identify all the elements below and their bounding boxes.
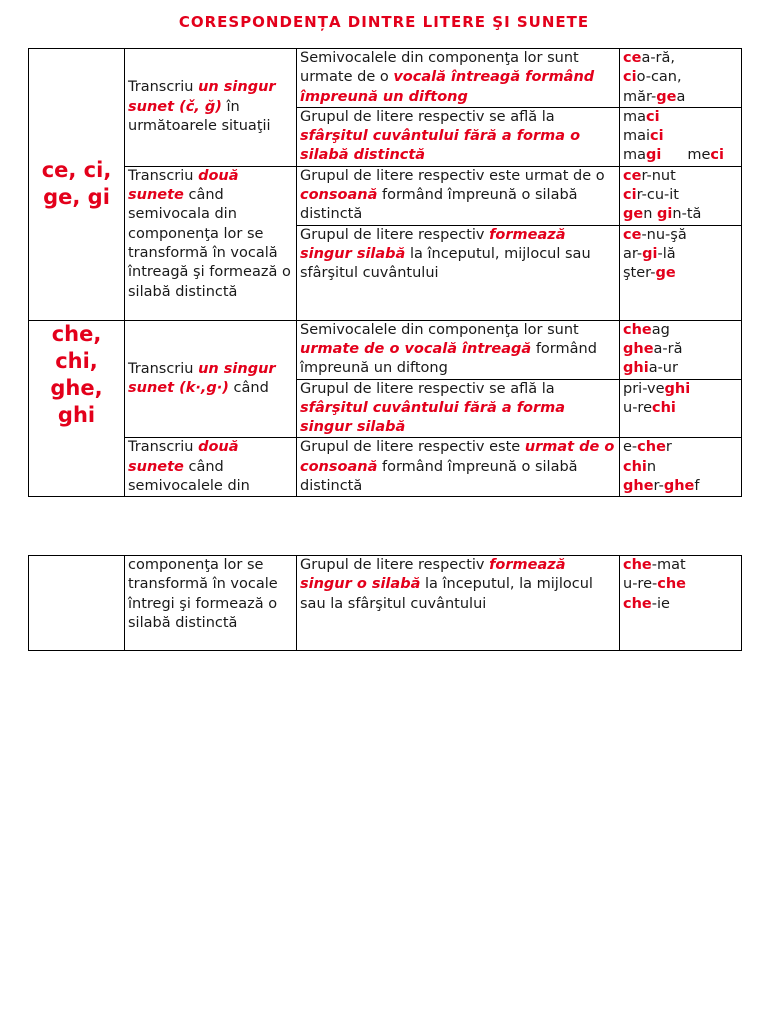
two-sounds-description-continued: componenţa lor se transformă în vocale întregi şi formează o silabă distinctă <box>125 556 297 651</box>
examples-cell <box>620 166 742 225</box>
example-word: che-mat <box>623 557 686 573</box>
examples-cell <box>620 49 742 108</box>
example-word: pri-veghi <box>623 380 691 397</box>
table-row <box>29 438 742 497</box>
example-word: maci <box>623 108 660 125</box>
example-word: u-re-che <box>623 576 686 593</box>
rule-description: Semivocalele din componenţa lor sunt urmate de o vocală întreagă formând împreună un diftong <box>297 320 620 379</box>
example-word: magi meci <box>623 147 724 164</box>
examples-cell <box>620 225 742 320</box>
examples-cell <box>620 556 742 651</box>
example-word: cheag <box>623 321 670 338</box>
correspondence-table-continued <box>28 555 742 651</box>
example-word: ghea-ră <box>623 340 683 357</box>
example-word: e-cher <box>623 439 672 456</box>
example-word: maici <box>623 128 664 145</box>
one-sound-description: Transcriu un singur sunet (č, ğ) în următoarele situaţii <box>125 49 297 167</box>
rule-description: Grupul de litere respectiv se află la sfârşitul cuvântului fără a forma o silabă distinctă <box>297 107 620 166</box>
example-word: cio-can, <box>623 69 682 86</box>
example-word: cea-ră, <box>623 50 676 66</box>
examples-cell <box>620 438 742 497</box>
example-word: ar-gi-lă <box>623 245 676 262</box>
example-word: chin <box>623 458 657 475</box>
rule-description: Grupul de litere respectiv se află la sfârşitul cuvântului fără a forma singur silabă <box>297 379 620 438</box>
two-sounds-description: Transcriu două sunete când semivocalele din <box>125 438 297 497</box>
table-row <box>29 166 742 225</box>
example-word: măr-gea <box>623 88 686 105</box>
table-row <box>29 320 742 379</box>
rule-description: Grupul de litere respectiv este urmat de o consoană formând împreună o silabă distinctă <box>297 166 620 225</box>
table-row <box>29 556 742 651</box>
correspondence-table <box>28 48 742 497</box>
example-word: şter-ge <box>623 265 676 282</box>
group-label-ce-ci-ge-gi: ce, ci, ge, gi <box>29 49 125 321</box>
example-word: gher-ghef <box>623 478 700 495</box>
example-word: ce-nu-şă <box>623 226 687 243</box>
rule-description: Semivocalele din componenţa lor sunt urmate de o vocală întreagă formând împreună un diftong <box>297 49 620 108</box>
example-word: cer-nut <box>623 167 676 184</box>
example-word: ghia-ur <box>623 360 678 377</box>
one-sound-description: Transcriu un singur sunet (k·,g·) când <box>125 320 297 438</box>
examples-cell <box>620 379 742 438</box>
empty-group-cell <box>29 556 125 651</box>
two-sounds-description: Transcriu două sunete când semivocala din componenţa lor se transformă în vocală întreagă şi formează o silabă distinctă <box>125 166 297 320</box>
example-word: gen gin-tă <box>623 206 702 223</box>
rule-description: Grupul de litere respectiv formează singur o silabă la începutul, la mijlocul sau la sfârşitul cuvântului <box>297 556 620 651</box>
group-label-che-chi-ghe-ghi: che, chi, ghe, ghi <box>29 320 125 497</box>
example-word: u-rechi <box>623 399 676 416</box>
page-title: CORESPONDENȚA DINTRE LITERE ŞI SUNETE <box>178 13 590 31</box>
examples-cell <box>620 107 742 166</box>
example-word: cir-cu-it <box>623 187 679 204</box>
examples-cell <box>620 320 742 379</box>
example-word: che-ie <box>623 595 670 612</box>
rule-description: Grupul de litere respectiv este urmat de o consoană formând împreună o silabă distinctă <box>297 438 620 497</box>
rule-description: Grupul de litere respectiv formează singur silabă la începutul, mijlocul sau sfârşitul cuvântului <box>297 225 620 320</box>
table-row <box>29 49 742 108</box>
